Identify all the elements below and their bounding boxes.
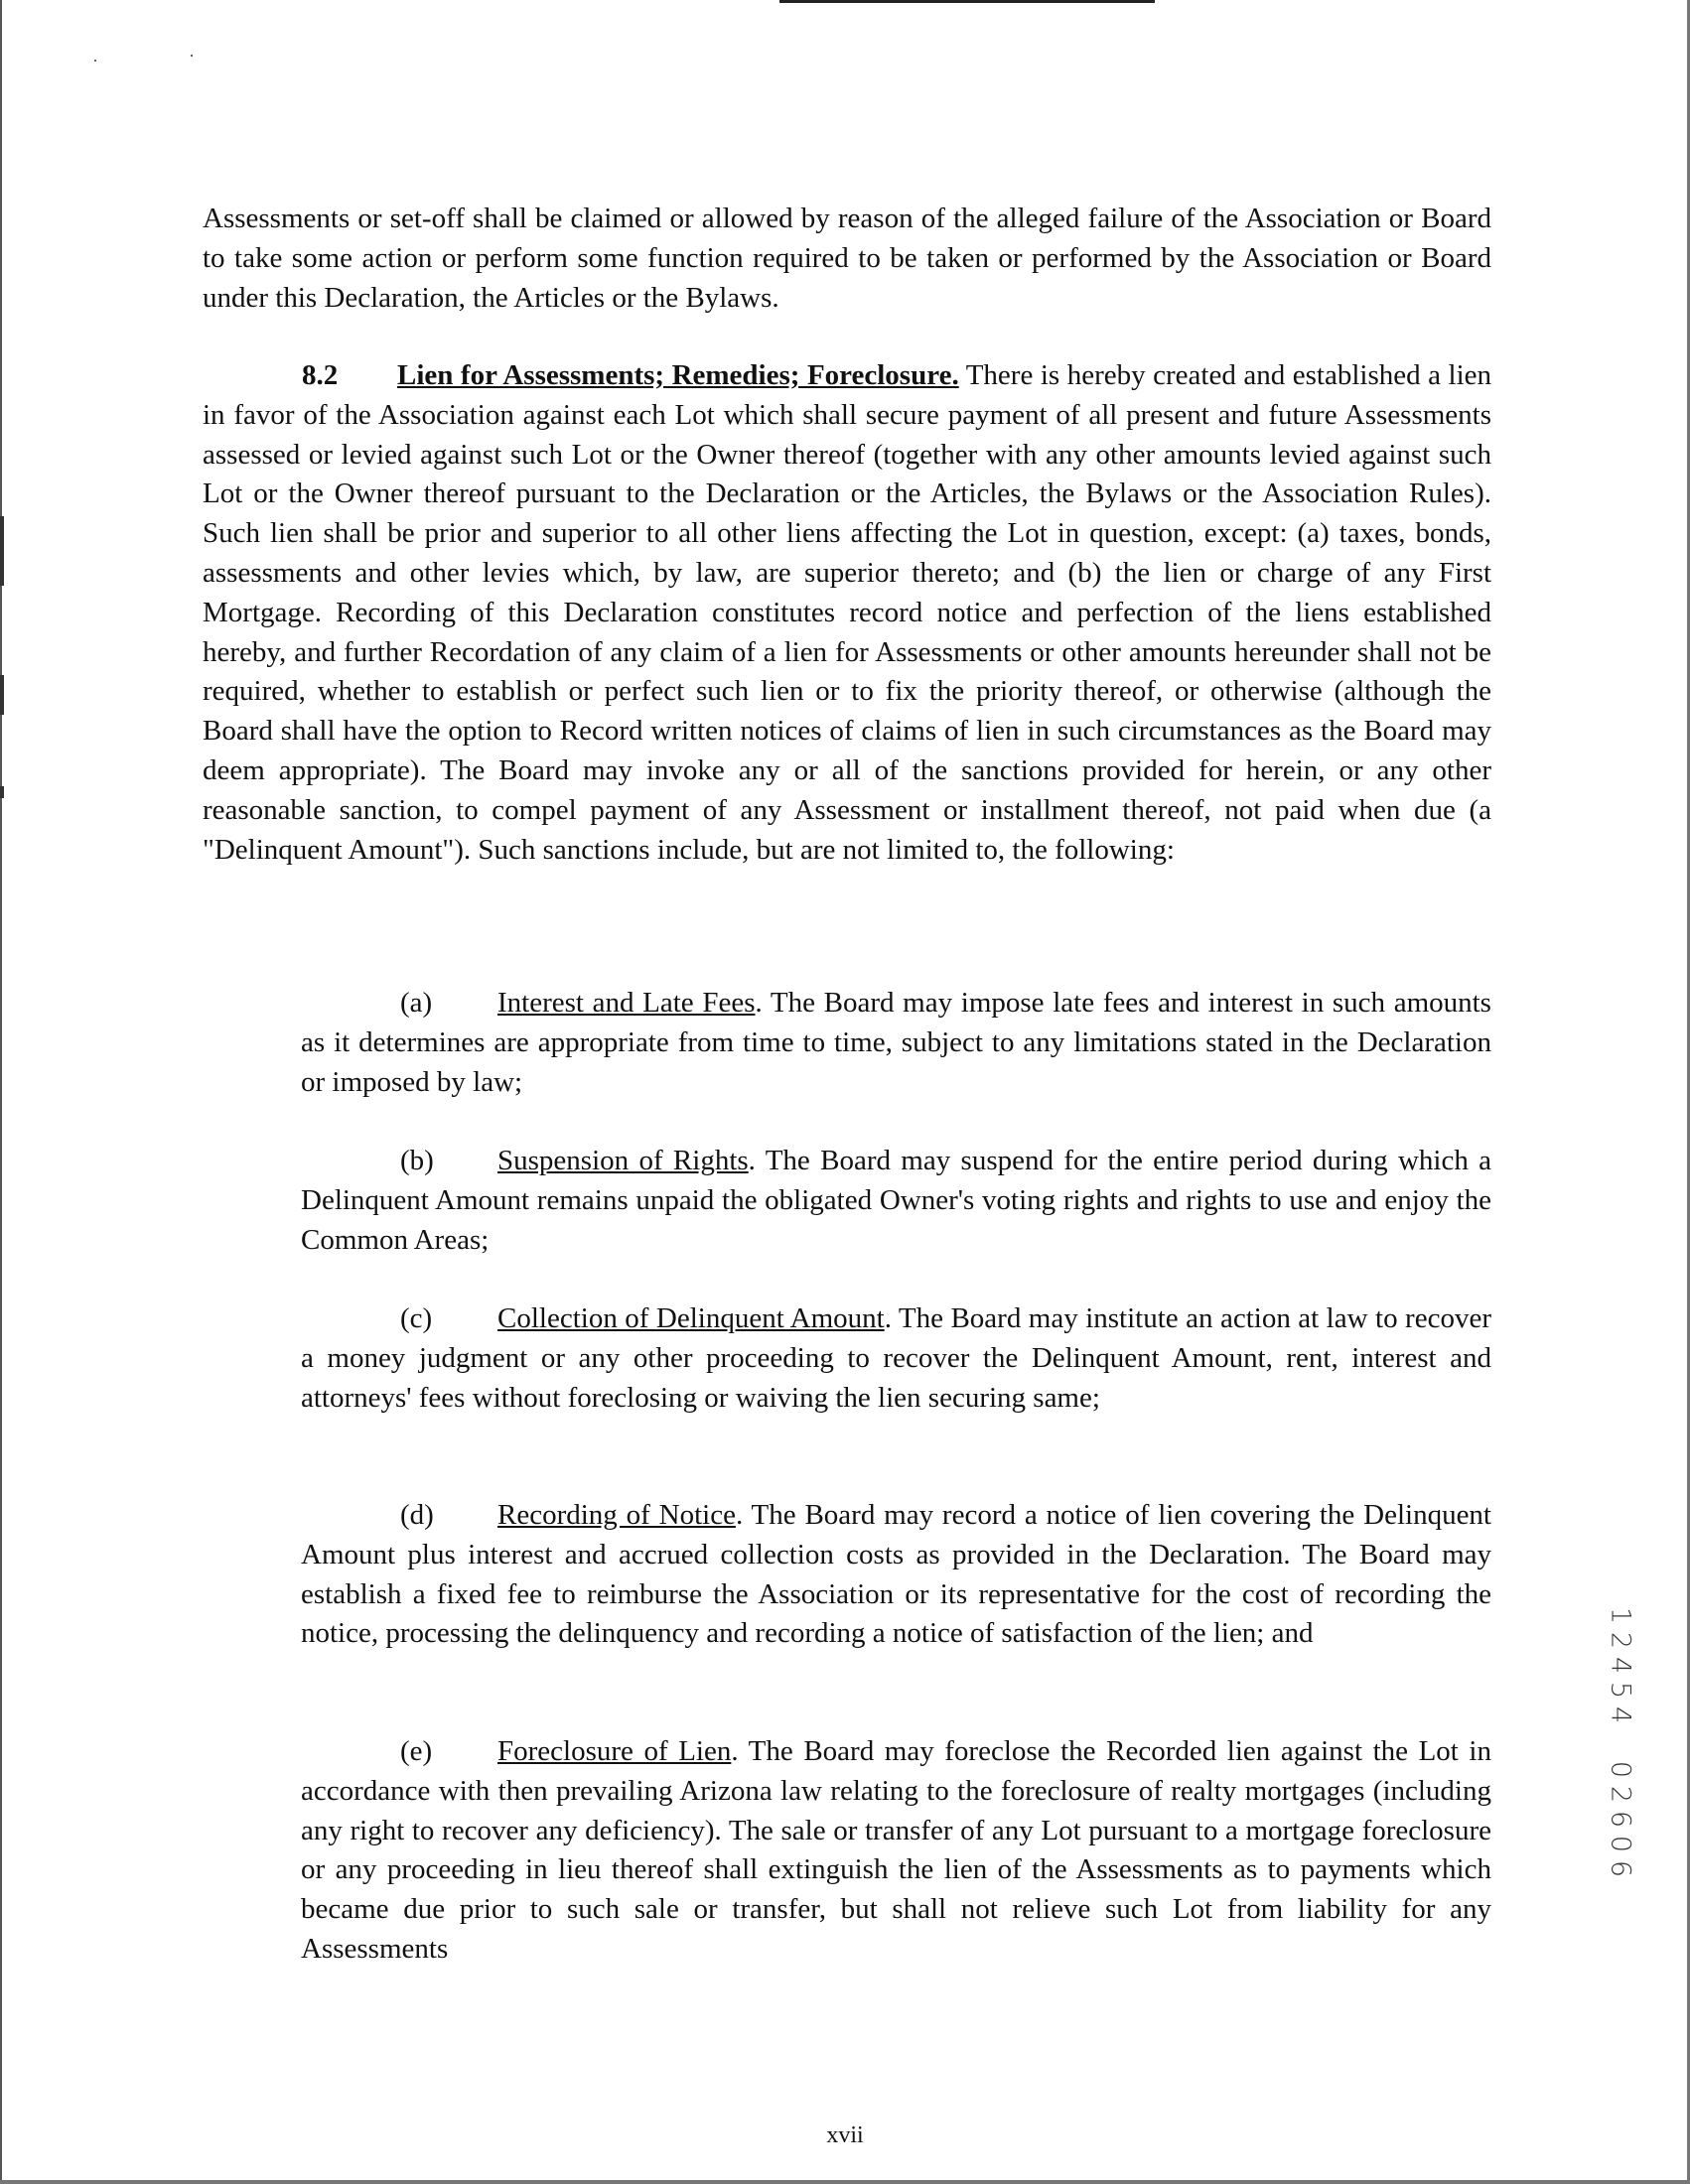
item-body: . The Board may institute an action at law to recover a money judgment or any other proceeding to recover the Delinquent Amount, rent, interest and attorneys' fees without foreclosing or waiving the lien securing same; — [301, 1302, 1491, 1414]
item-title: Foreclosure of Lien — [497, 1735, 732, 1767]
list-item-e — [301, 1732, 1491, 1970]
section-8-2-paragraph — [203, 356, 1491, 870]
stamp-digit: 6 — [1605, 1810, 1636, 1829]
intro-paragraph: Assessments or set-off shall be claimed or allowed by reason of the alleged failure of the Association or Board to take some action or perform some function required to be taken or performed by the Association or Board under this Declaration, the Articles or the Bylaws. — [203, 203, 1491, 314]
list-item-b — [301, 1142, 1491, 1260]
stamp-digit: 5 — [1605, 1681, 1636, 1700]
stamp-line-1 — [1601, 1603, 1640, 1727]
section-body: There is hereby created and established a lien in favor of the Association against each Lot which shall secure payment of all present and future Assessments assessed or levied against such Lot or the Owner thereof (together with any other amounts levied against such Lot or the Owner thereof pursuant to the Declaration or the Articles, the Bylaws or the Association Rules). Such lien shall be prior and superior to all other liens affecting the Lot in question, except: (a) taxes, bonds, assessments and other levies which, by law, are superior thereto; and (b) the lien or charge of any First Mortgage. Recording of this Declaration constitutes record notice and perfection of the liens established hereby, and further Recordation of any claim of a lien for Assessments or other amounts hereunder shall not be required, whether to establish or perfect such lien or to fix the priority thereof, or otherwise (although the Board shall have the option to Record written notices of claims of lien in such circumstances as the Board may deem appropriate). The Board may invoke any or all of the sanctions provided for herein, or any other reasonable sanction, to compel payment of any Assessment or installment thereof, not paid when due (a "Delinquent Amount"). Such sanctions include, but are not limited to, the following: — [203, 359, 1491, 866]
stamp-digit: 0 — [1605, 1760, 1636, 1779]
stamp-digit: 1 — [1605, 1606, 1636, 1625]
document-number-stamp — [1601, 1603, 1640, 1881]
item-title: Suspension of Rights — [497, 1145, 749, 1176]
item-letter: (c) — [400, 1302, 433, 1334]
item-body: . The Board may suspend for the entire period during which a Delinquent Amount remains unpaid the obligated Owner's voting rights and rights to use and enjoy the Common Areas; — [301, 1145, 1492, 1256]
item-letter: (d) — [400, 1499, 434, 1531]
scan-dot — [191, 55, 193, 57]
stamp-digit: 2 — [1605, 1785, 1636, 1804]
item-letter: (e) — [400, 1735, 433, 1767]
stamp-digit: 0 — [1605, 1835, 1636, 1853]
item-title: Collection of Delinquent Amount — [497, 1302, 885, 1334]
list-item-c — [301, 1299, 1491, 1418]
section-number: 8.2 — [302, 359, 339, 391]
scan-left-edge — [0, 0, 2, 2184]
item-body: . The Board may record a notice of lien covering the Delinquent Amount plus interest and accrued collection costs as provided in the Declaration. The Board may establish a fixed fee to reimburse the Association or its representative for the cost of recording the notice, processing the delinquency and recording a notice of satisfaction of the lien; and — [301, 1499, 1491, 1650]
stamp-digit: 6 — [1605, 1859, 1636, 1878]
scan-left-tick — [0, 786, 4, 798]
stamp-digit: 2 — [1605, 1631, 1636, 1650]
page-number: xvii — [826, 2122, 864, 2148]
stamp-line-2 — [1601, 1757, 1640, 1881]
item-body: . The Board may impose late fees and interest in such amounts as it determines are appropriate from time to time, subject to any limitations stated in the Declaration or imposed by law; — [301, 987, 1491, 1098]
scan-left-tick — [0, 675, 4, 715]
item-title: Interest and Late Fees — [497, 987, 756, 1019]
scan-dot — [94, 60, 96, 62]
scan-top-rule — [779, 0, 1155, 3]
item-body: . The Board may foreclose the Recorded lien against the Lot in accordance with then prevailing Arizona law relating to the foreclosure of realty mortgages (including any right to recover any deficiency). The sale or transfer of any Lot pursuant to a mortgage foreclosure or any proceeding in lieu thereof shall extinguish the lien of the Assessments as to payments which became due prior to such sale or transfer, but shall not relieve such Lot from liability for any Assessments — [301, 1735, 1491, 1965]
item-letter: (b) — [400, 1145, 434, 1176]
scan-bottom-edge — [0, 2180, 1690, 2184]
stamp-digit: 4 — [1605, 1656, 1636, 1675]
list-item-d — [301, 1496, 1491, 1654]
list-item-a — [301, 984, 1491, 1102]
item-title: Recording of Notice — [497, 1499, 736, 1531]
scan-left-tick — [0, 516, 4, 586]
item-letter: (a) — [400, 987, 433, 1019]
stamp-digit: 4 — [1605, 1706, 1636, 1724]
section-title: Lien for Assessments; Remedies; Foreclosure. — [397, 359, 959, 391]
